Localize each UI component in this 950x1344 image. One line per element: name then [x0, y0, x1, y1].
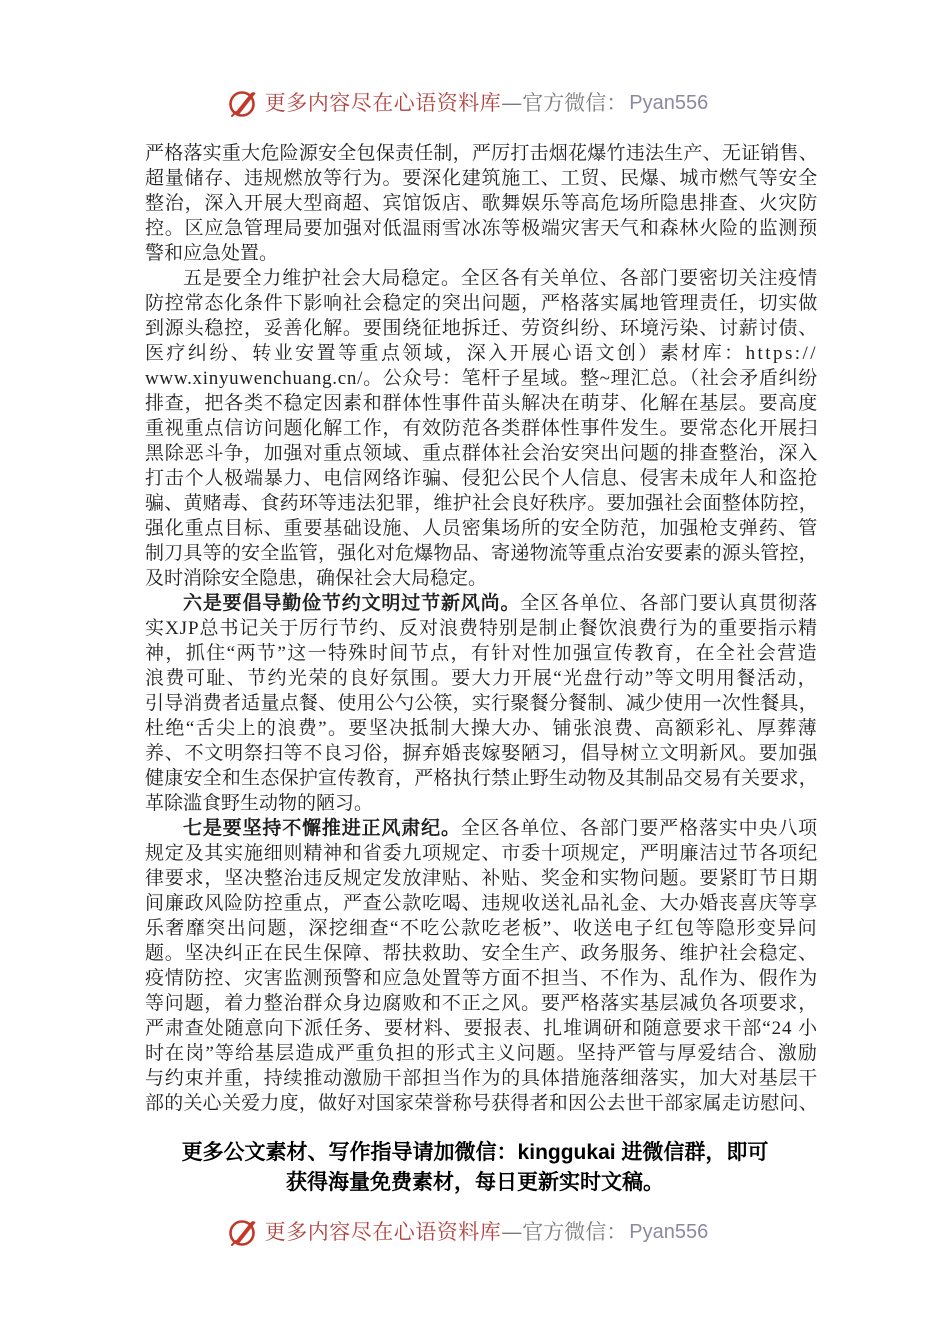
text-line: 及时消除安全隐患，确保社会大局稳定。 — [145, 568, 488, 589]
text-line: 严肃查处随意向下派任务、要材料、要报表、扎堆调研和随意要求干部“24 小 — [145, 1018, 818, 1039]
footer-watermark — [0, 1214, 950, 1250]
text-line: 排查，把各类不稳定因素和群体性事件苗头解决在萌芽、化解在基层。要高度 — [145, 393, 818, 414]
watermark-wechat-id: Pyan556 — [629, 1221, 709, 1243]
header-watermark — [0, 85, 950, 121]
text-line: 骗、黄赌毒、食药环等违法犯罪，维护社会良好秩序。要加强社会面整体防控， — [145, 493, 818, 514]
text-line: 控。区应急管理局要加强对低温雨雪冰冻等极端灾害天气和森林火险的监测预 — [145, 218, 818, 239]
text-line: 部的关心关爱力度，做好对国家荣誉称号获得者和因公去世干部家属走访慰问、 — [145, 1093, 818, 1114]
text-line: 革除滥食野生动物的陋习。 — [145, 793, 374, 814]
text-line: www.xinyuwenchuang.cn/。公众号：笔杆子星域。整~理汇总。（社会矛盾纠纷 — [145, 368, 818, 389]
watermark-label: —官方微信： — [501, 91, 628, 115]
text-line: 时在岗”等给基层造成严重负担的形式主义问题。坚持严管与厚爱结合、激励 — [145, 1043, 818, 1064]
text-line: 养、不文明祭扫等不良习俗，摒弃婚丧嫁娶陋习，倡导树立文明新风。要加强 — [145, 743, 818, 764]
watermark-wechat-id: Pyan556 — [629, 92, 709, 114]
watermark-brand: 更多内容尽在心语资料库 — [264, 91, 502, 115]
text-line — [183, 816, 818, 841]
text-line: 医疗纠纷、转业安置等重点领域，深入开展心语文创）素材库：https:// — [145, 343, 818, 364]
text-line: 规定及其实施细则精神和省委九项规定、市委十项规定，严明廉洁过节各项纪 — [145, 843, 818, 864]
paragraph-lead: 七是要坚持不懈推进正风肃纪。 — [183, 818, 461, 839]
paragraph-4 — [145, 816, 818, 1116]
text-line: 五是要全力维护社会大局稳定。全区各有关单位、各部门要密切关注疫情 — [183, 268, 818, 289]
text-line: 超量储存、违规燃放等行为。要深化建筑施工、工贸、民爆、城市燃气等安全 — [145, 168, 818, 189]
text-line: 浪费可耻、节约光荣的良好氛围。要大力开展“光盘行动”等文明用餐活动， — [145, 668, 818, 689]
text-line: 神，抓住“两节”这一特殊时间节点，有针对性加强宣传教育，在全社会营造 — [145, 643, 818, 664]
text-run: 全区各单位、各部门要认真贯彻落 — [520, 593, 818, 614]
paragraph-lead: 六是要倡导勤俭节约文明过节新风尚。 — [183, 593, 521, 614]
text-line: 等问题，着力整治群众身边腐败和不正之风。要严格落实基层减负各项要求， — [145, 993, 818, 1014]
text-line — [183, 591, 818, 616]
paragraph-1 — [145, 141, 818, 266]
promo-notice — [0, 1138, 950, 1198]
text-line: 到源头稳控，妥善化解。要围绕征地拆迁、劳资纠纷、环境污染、讨薪讨债、 — [145, 318, 818, 339]
text-line: 杜绝“舌尖上的浪费”。要坚决抵制大操大办、铺张浪费、高额彩礼、厚葬薄 — [145, 718, 818, 739]
watermark-label: —官方微信： — [501, 1220, 628, 1244]
text-line: 与约束并重，持续推动激励干部担当作为的具体措施落细落实，加大对基层干 — [145, 1068, 818, 1089]
text-line: 律要求，坚决整治违反规定发放津贴、补贴、奖金和实物问题。要紧盯节日期 — [145, 868, 818, 889]
text-run: 全区各单位、各部门要严格落实中央八项 — [460, 818, 818, 839]
text-line: 制刀具等的安全监管，强化对危爆物品、寄递物流等重点治安要素的源头管控， — [145, 543, 818, 564]
text-line: 实XJP总书记关于厉行节约、反对浪费特别是制止餐饮浪费行为的重要指示精 — [145, 618, 818, 639]
paragraph-3 — [145, 591, 818, 816]
text-line: 严格落实重大危险源安全包保责任制，严厉打击烟花爆竹违法生产、无证销售、 — [145, 143, 818, 164]
watermark-brand: 更多内容尽在心语资料库 — [264, 1220, 502, 1244]
text-line: 间廉政风险防控重点，严查公款吃喝、违规收送礼品礼金、大办婚丧喜庆等享 — [145, 893, 818, 914]
text-line: 题。坚决纠正在民生保障、帮扶救助、安全生产、政务服务、维护社会稳定、 — [145, 943, 818, 964]
promo-line-1: 更多公文素材、写作指导请加微信：kinggukai 进微信群，即可 — [181, 1141, 769, 1164]
paragraph-2 — [145, 266, 818, 591]
promo-line-2: 获得海量免费素材，每日更新实时文稿。 — [286, 1171, 664, 1194]
text-line: 整治，深入开展大型商超、宾馆饭店、歌舞娱乐等高危场所隐患排查、火灾防 — [145, 193, 818, 214]
text-line: 引导消费者适量点餐、使用公勺公筷，实行聚餐分餐制、减少使用一次性餐具， — [145, 693, 818, 714]
text-line: 强化重点目标、重要基础设施、人员密集场所的安全防范，加强枪支弹药、管 — [145, 518, 818, 539]
text-line: 黑除恶斗争，加强对重点领域、重点群体社会治安突出问题的排查整治，深入 — [145, 443, 818, 464]
text-line: 乐奢靡突出问题，深挖细查“不吃公款吃老板”、收送电子红包等隐形变异问 — [145, 918, 818, 939]
text-line: 健康安全和生态保护宣传教育，严格执行禁止野生动物及其制品交易有关要求， — [145, 768, 818, 789]
text-line: 重视重点信访问题化解工作，有效防范各类群体性事件发生。要常态化开展扫 — [145, 418, 818, 439]
red-pen-circle-icon — [226, 1215, 260, 1249]
red-pen-circle-icon — [226, 86, 260, 120]
document-body — [145, 141, 818, 1116]
text-line: 打击个人极端暴力、电信网络诈骗、侵犯公民个人信息、侵害未成年人和盗抢 — [145, 468, 818, 489]
text-line: 疫情防控、灾害监测预警和应急处置等方面不担当、不作为、乱作为、假作为 — [145, 968, 818, 989]
text-line: 防控常态化条件下影响社会稳定的突出问题，严格落实属地管理责任，切实做 — [145, 293, 818, 314]
text-line: 警和应急处置。 — [145, 243, 279, 264]
